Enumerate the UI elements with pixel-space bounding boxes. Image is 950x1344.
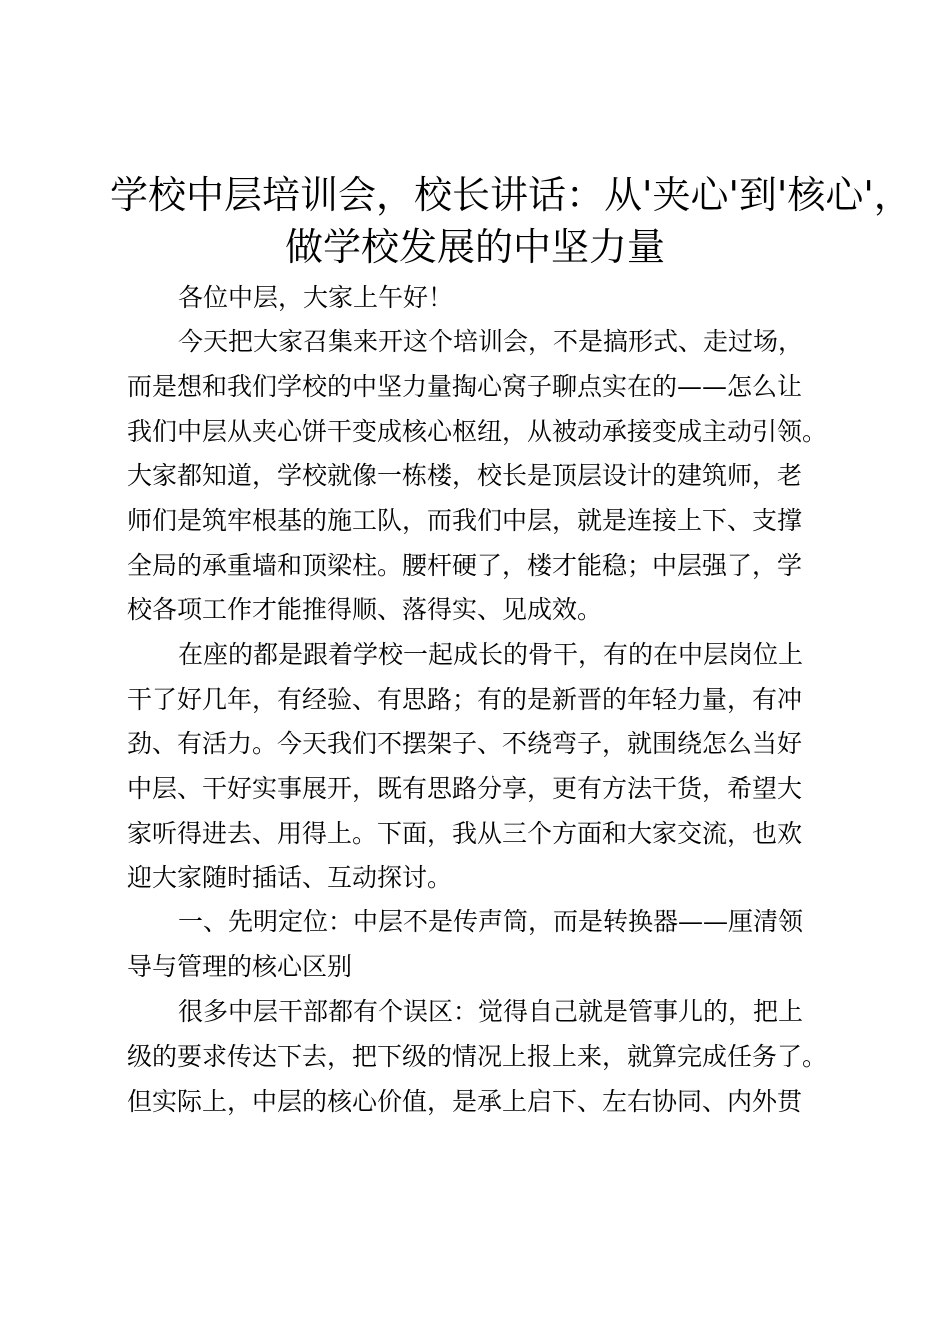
paragraph-2-line-1: 在座的都是跟着学校一起成长的骨干，有的在中层岗位上 — [178, 640, 804, 669]
document-title-line-2: 做学校发展的中坚力量 — [284, 225, 665, 269]
document-title-line-1: 学校中层培训会，校长讲话：从'夹心'到'核心'， — [110, 173, 912, 217]
paragraph-2-line-4: 中层、干好实事展开，既有思路分享，更有方法干货，希望大 — [127, 774, 803, 803]
paragraph-1-line-7: 校各项工作才能推得顺、落得实、见成效。 — [127, 595, 603, 624]
paragraph-1-line-4: 大家都知道，学校就像一栋楼，校长是顶层设计的建筑师，老 — [127, 461, 803, 490]
paragraph-3-line-3: 但实际上，中层的核心价值，是承上启下、左右协同、内外贯 — [127, 1087, 803, 1116]
section-heading-1-line-2: 导与管理的核心区别 — [127, 952, 353, 981]
paragraph-1-line-3: 我们中层从夹心饼干变成核心枢纽，从被动承接变成主动引领。 — [127, 417, 828, 446]
paragraph-2-line-3: 劲、有活力。今天我们不摆架子、不绕弯子，就围绕怎么当好 — [127, 729, 803, 758]
section-heading-1-line-1: 一、先明定位：中层不是传声筒，而是转换器——厘清领 — [178, 907, 804, 936]
paragraph-2-line-2: 干了好几年，有经验、有思路；有的是新晋的年轻力量，有冲 — [127, 685, 803, 714]
paragraph-2-line-6: 迎大家随时插话、互动探讨。 — [127, 863, 453, 892]
paragraph-3-line-2: 级的要求传达下去，把下级的情况上报上来，就算完成任务了。 — [127, 1042, 828, 1071]
greeting-line: 各位中层，大家上午好！ — [178, 283, 454, 312]
paragraph-1-line-2: 而是想和我们学校的中坚力量掏心窝子聊点实在的——怎么让 — [127, 372, 803, 401]
paragraph-3-line-1: 很多中层干部都有个误区：觉得自己就是管事儿的，把上 — [178, 997, 804, 1026]
paragraph-1-line-6: 全局的承重墙和顶梁柱。腰杆硬了，楼才能稳；中层强了，学 — [127, 551, 803, 580]
paragraph-1-line-5: 师们是筑牢根基的施工队，而我们中层，就是连接上下、支撑 — [127, 506, 803, 535]
paragraph-1-line-1: 今天把大家召集来开这个培训会，不是搞形式、走过场， — [178, 327, 804, 356]
paragraph-2-line-5: 家听得进去、用得上。下面，我从三个方面和大家交流，也欢 — [127, 819, 803, 848]
